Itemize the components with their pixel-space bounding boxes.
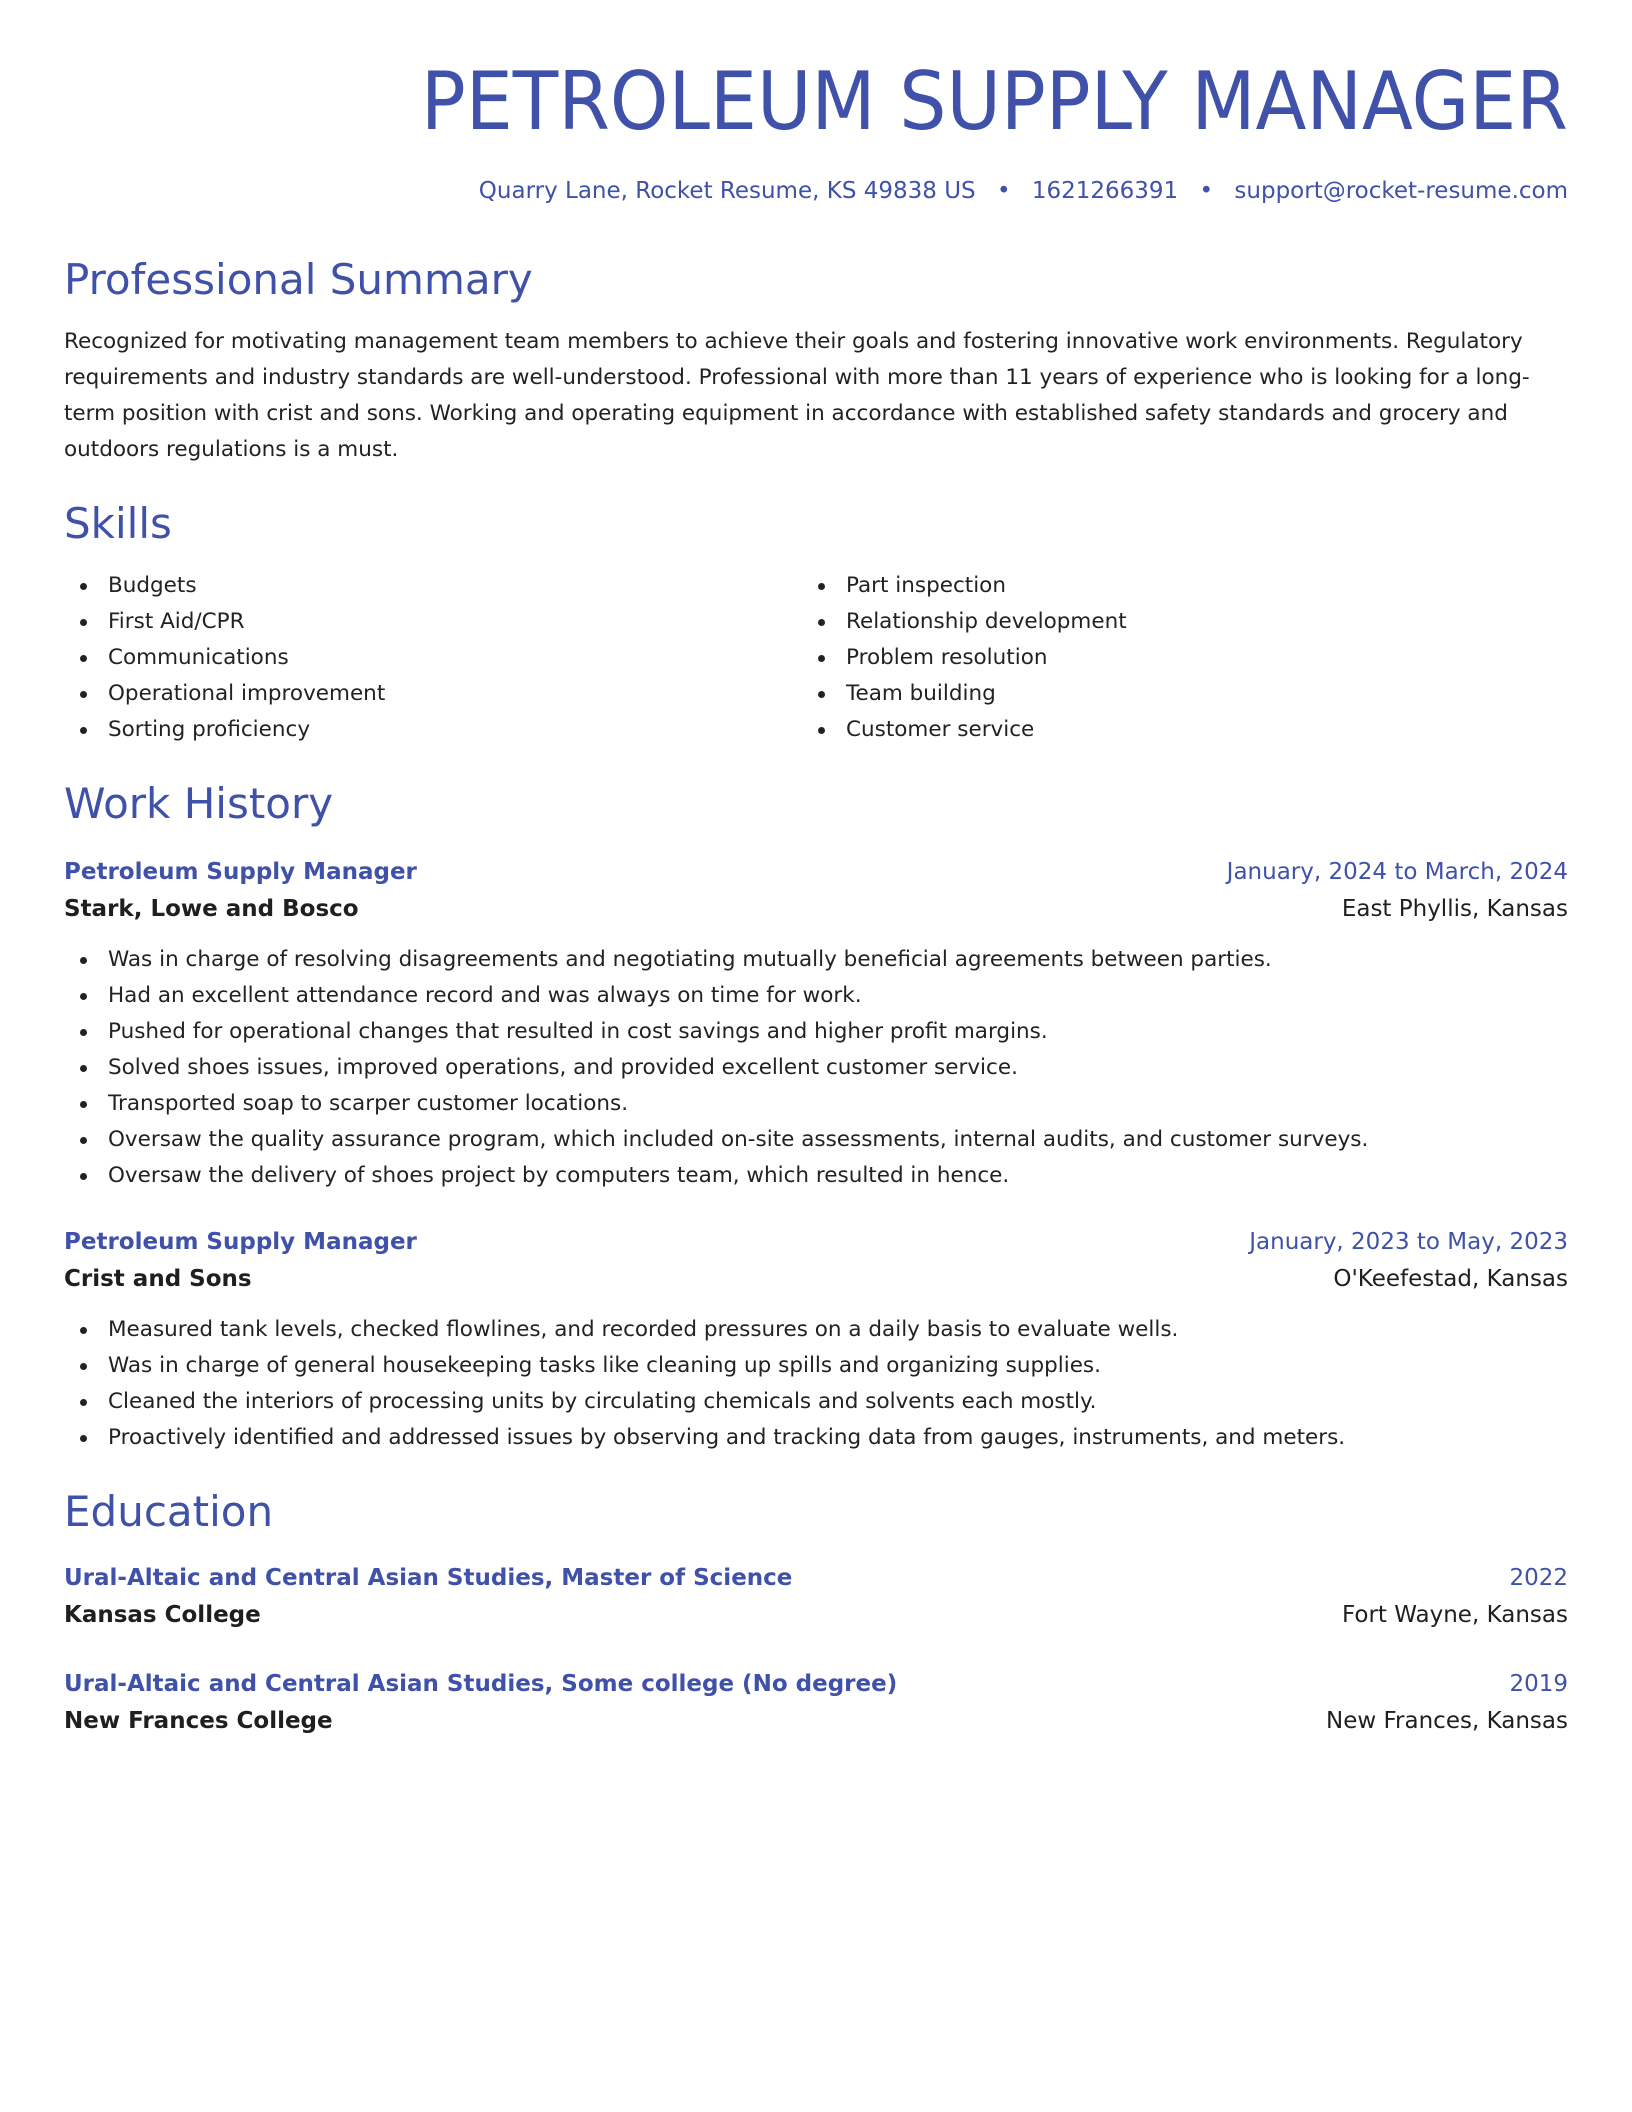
summary-heading: Professional Summary bbox=[64, 255, 533, 304]
contact-phone: 1621266391 bbox=[1031, 178, 1179, 204]
summary-section bbox=[64, 254, 1568, 468]
skill-item: Operational improvement bbox=[64, 676, 802, 712]
job-company: Stark, Lowe and Bosco bbox=[64, 896, 359, 922]
education-location: New Frances, Kansas bbox=[1326, 1708, 1568, 1734]
job-title: Petroleum Supply Manager bbox=[64, 859, 417, 885]
job-bullet: Oversaw the quality assurance program, which included on-site assessments, internal audits, and customer surveys. bbox=[64, 1122, 1568, 1158]
skill-item: Part inspection bbox=[802, 568, 1540, 604]
job-bullets bbox=[64, 942, 1568, 1194]
job-company-row bbox=[64, 1260, 1568, 1298]
skill-item: Budgets bbox=[64, 568, 802, 604]
contact-email: support@rocket-resume.com bbox=[1234, 178, 1568, 204]
job-bullet: Cleaned the interiors of processing units by circulating chemicals and solvents each mostly. bbox=[64, 1384, 1568, 1420]
work-history-heading: Work History bbox=[64, 779, 334, 828]
job-header-row bbox=[64, 854, 1568, 890]
resume-header bbox=[64, 54, 1568, 204]
job-bullet: Pushed for operational changes that resulted in cost savings and higher profit margins. bbox=[64, 1014, 1568, 1050]
contact-line bbox=[64, 178, 1568, 204]
education-entry bbox=[64, 1666, 1568, 1740]
skills-columns bbox=[64, 568, 1568, 748]
education-year: 2022 bbox=[1509, 1565, 1568, 1591]
education-degree: Ural-Altaic and Central Asian Studies, Some college (No degree) bbox=[64, 1671, 898, 1697]
skill-item: Team building bbox=[802, 676, 1540, 712]
job-header-row bbox=[64, 1224, 1568, 1260]
skill-item: Relationship development bbox=[802, 604, 1540, 640]
education-entry bbox=[64, 1560, 1568, 1634]
education-school-row bbox=[64, 1702, 1568, 1740]
job-bullet: Solved shoes issues, improved operations, and provided excellent customer service. bbox=[64, 1050, 1568, 1086]
skills-list-left bbox=[64, 568, 802, 748]
job-dates: January, 2023 to May, 2023 bbox=[1249, 1229, 1568, 1255]
skill-item: Sorting proficiency bbox=[64, 712, 802, 748]
skills-section bbox=[64, 498, 1568, 748]
job-location: O'Keefestad, Kansas bbox=[1333, 1266, 1568, 1292]
job-bullet: Oversaw the delivery of shoes project by computers team, which resulted in hence. bbox=[64, 1158, 1568, 1194]
skill-item: Communications bbox=[64, 640, 802, 676]
education-degree: Ural-Altaic and Central Asian Studies, Master of Science bbox=[64, 1565, 793, 1591]
skill-item: First Aid/CPR bbox=[64, 604, 802, 640]
job-bullet: Was in charge of resolving disagreements and negotiating mutually beneficial agreements between parties. bbox=[64, 942, 1568, 978]
job-bullet: Measured tank levels, checked flowlines, and recorded pressures on a daily basis to evaluate wells. bbox=[64, 1312, 1568, 1348]
job-bullet: Had an excellent attendance record and was always on time for work. bbox=[64, 978, 1568, 1014]
job-company-row bbox=[64, 890, 1568, 928]
education-header-row bbox=[64, 1560, 1568, 1596]
education-header-row bbox=[64, 1666, 1568, 1702]
job-entry bbox=[64, 854, 1568, 1194]
education-section bbox=[64, 1486, 1568, 1740]
job-title: Petroleum Supply Manager bbox=[64, 1229, 417, 1255]
education-school: Kansas College bbox=[64, 1602, 261, 1628]
job-entry bbox=[64, 1224, 1568, 1456]
work-history-section bbox=[64, 778, 1568, 1456]
contact-separator: • bbox=[1199, 178, 1214, 204]
education-school: New Frances College bbox=[64, 1708, 333, 1734]
skill-item: Problem resolution bbox=[802, 640, 1540, 676]
education-heading: Education bbox=[64, 1487, 274, 1536]
job-dates: January, 2024 to March, 2024 bbox=[1226, 859, 1568, 885]
job-bullet: Transported soap to scarper customer locations. bbox=[64, 1086, 1568, 1122]
job-bullet: Was in charge of general housekeeping tasks like cleaning up spills and organizing supplies. bbox=[64, 1348, 1568, 1384]
skills-heading: Skills bbox=[64, 499, 172, 548]
job-bullet: Proactively identified and addressed issues by observing and tracking data from gauges, instruments, and meters. bbox=[64, 1420, 1568, 1456]
contact-address: Quarry Lane, Rocket Resume, KS 49838 US bbox=[478, 178, 976, 204]
skills-list-right bbox=[802, 568, 1540, 748]
contact-separator: • bbox=[996, 178, 1011, 204]
education-school-row bbox=[64, 1596, 1568, 1634]
job-company: Crist and Sons bbox=[64, 1266, 252, 1292]
job-location: East Phyllis, Kansas bbox=[1341, 896, 1568, 922]
job-bullets bbox=[64, 1312, 1568, 1456]
summary-text: Recognized for motivating management team members to achieve their goals and fostering innovative work environments. Regulatory requirements and industry standards are well-understood. Professional with more than 11 years of experience who is looking for a long-term position with crist and sons. Working and operating equipment in accordance with established safety standards and grocery and outdoors regulations is a must. bbox=[64, 329, 1530, 462]
education-year: 2019 bbox=[1509, 1671, 1568, 1697]
candidate-title: PETROLEUM SUPPLY MANAGER bbox=[420, 55, 1569, 148]
skill-item: Customer service bbox=[802, 712, 1540, 748]
education-location: Fort Wayne, Kansas bbox=[1341, 1602, 1568, 1628]
